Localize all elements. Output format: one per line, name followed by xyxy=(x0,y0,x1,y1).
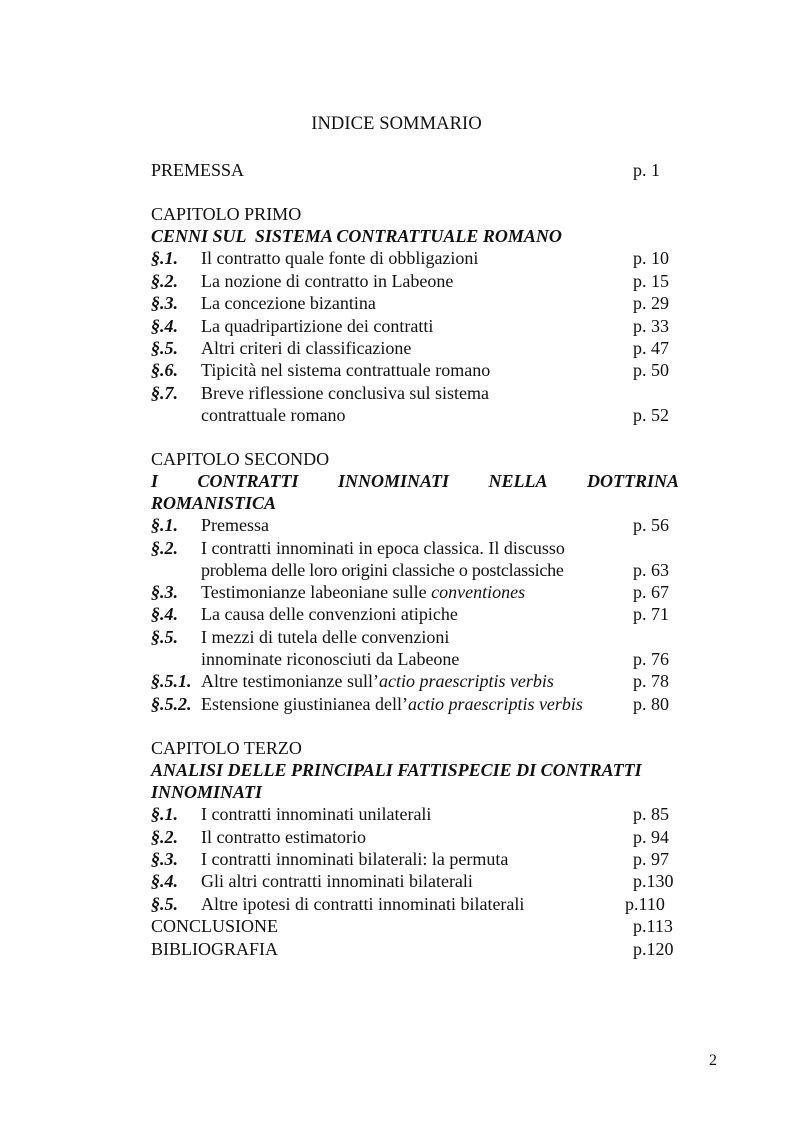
section-title: Altre ipotesi di contratti innominati bilaterali xyxy=(201,894,525,914)
section-number: §.1. xyxy=(151,515,178,535)
section-title-continued: innominate riconosciuti da Labeone xyxy=(201,649,460,669)
section-page: p. 80 xyxy=(633,694,669,714)
chapter-2-subtitle xyxy=(151,470,679,492)
section-title xyxy=(201,693,583,715)
section-number: §.2. xyxy=(151,271,178,291)
toc-entry[interactable] xyxy=(151,826,681,848)
toc-entry[interactable] xyxy=(151,382,681,404)
section-number: §.3. xyxy=(151,582,178,602)
chapter-3-subtitle xyxy=(151,759,681,781)
toc-entry[interactable] xyxy=(151,870,681,892)
chapter-2-subtitle-line2 xyxy=(151,492,681,514)
toc-entry[interactable] xyxy=(151,337,681,359)
section-number: §.3. xyxy=(151,293,178,313)
toc-entry[interactable] xyxy=(151,626,681,648)
section-page: p. 33 xyxy=(633,316,669,336)
section-page: p.110 xyxy=(625,894,665,914)
subtitle-word: DOTTRINA xyxy=(586,471,679,491)
toc-entry[interactable] xyxy=(151,893,681,915)
section-number: §.1. xyxy=(151,248,178,268)
section-number: §.6. xyxy=(151,360,178,380)
section-page: p. 56 xyxy=(633,515,669,535)
section-number: §.2. xyxy=(151,538,178,558)
chapter-1-subtitle-text: CENNI SUL SISTEMA CONTRATTUALE ROMANO xyxy=(151,226,562,246)
section-number: §.2. xyxy=(151,827,178,847)
section-page: p. 76 xyxy=(633,649,669,669)
page-title: INDICE SOMMARIO xyxy=(311,114,482,134)
page-number: 2 xyxy=(709,1052,717,1069)
toc-entry[interactable] xyxy=(151,537,681,559)
section-title: Breve riflessione conclusiva sul sistema xyxy=(201,383,489,403)
section-title-italic: actio praescriptis verbis xyxy=(378,671,554,691)
conclusione-page: p.113 xyxy=(633,916,673,936)
toc-entry[interactable] xyxy=(151,670,681,692)
section-page: p.130 xyxy=(633,871,674,891)
toc-entry[interactable] xyxy=(151,514,681,536)
section-title: I contratti innominati in epoca classica. Il discusso xyxy=(201,538,565,558)
section-title-text: Testimonianze labeoniane sulle xyxy=(201,582,432,602)
section-title: I contratti innominati bilaterali: la permuta xyxy=(201,849,509,869)
section-title xyxy=(201,670,554,692)
section-page: p. 85 xyxy=(633,804,669,824)
subtitle-word: INNOMINATI xyxy=(337,471,449,491)
section-page: p. 15 xyxy=(633,271,669,291)
section-title: La quadripartizione dei contratti xyxy=(201,316,434,336)
section-title-text: Altre testimonianze sull’ xyxy=(201,671,379,691)
chapter-1-subtitle xyxy=(151,225,681,247)
toc-entry[interactable] xyxy=(151,247,681,269)
toc-entry[interactable] xyxy=(151,693,681,715)
section-page: p. 67 xyxy=(633,582,669,602)
toc-entry-continuation[interactable] xyxy=(151,559,681,581)
section-title: La causa delle convenzioni atipiche xyxy=(201,604,458,624)
section-number: §.3. xyxy=(151,849,178,869)
toc-entry[interactable] xyxy=(151,292,681,314)
premessa-row[interactable] xyxy=(151,159,681,181)
toc-entry[interactable] xyxy=(151,315,681,337)
section-page: p. 47 xyxy=(633,338,669,358)
bibliografia-row[interactable] xyxy=(151,938,681,960)
toc-entry[interactable] xyxy=(151,803,681,825)
section-number: §.7. xyxy=(151,383,178,403)
premessa-page: p. 1 xyxy=(633,160,660,180)
section-title: La concezione bizantina xyxy=(201,293,376,313)
chapter-3-heading xyxy=(151,737,681,759)
section-title: Gli altri contratti innominati bilaterali xyxy=(201,871,473,891)
section-page: p. 52 xyxy=(633,405,669,425)
chapter-3-subtitle-line2 xyxy=(151,781,681,803)
section-title-italic: actio praescriptis verbis xyxy=(407,694,583,714)
toc-entry-continuation[interactable] xyxy=(151,648,681,670)
chapter-2-heading-text: CAPITOLO SECONDO xyxy=(151,449,330,469)
section-number: §.5.1. xyxy=(151,671,192,691)
chapter-3-heading-text: CAPITOLO TERZO xyxy=(151,738,302,758)
section-title-text: Estensione giustinianea dell’ xyxy=(201,694,408,714)
toc-entry[interactable] xyxy=(151,359,681,381)
toc-entry[interactable] xyxy=(151,848,681,870)
section-title: Il contratto estimatorio xyxy=(201,827,366,847)
section-number: §.4. xyxy=(151,316,178,336)
conclusione-label: CONCLUSIONE xyxy=(151,916,279,936)
section-number: §.4. xyxy=(151,604,178,624)
bibliografia-page: p.120 xyxy=(633,939,674,959)
subtitle-word: NELLA xyxy=(488,471,548,491)
chapter-3-subtitle-text2: INNOMINATI xyxy=(151,782,263,802)
subtitle-word: CONTRATTI xyxy=(197,471,299,491)
conclusione-row[interactable] xyxy=(151,915,681,937)
section-title-italic: conventiones xyxy=(431,582,526,602)
chapter-2-heading xyxy=(151,448,681,470)
chapter-3-subtitle-text: ANALISI DELLE PRINCIPALI FATTISPECIE DI CONTRATTI xyxy=(151,760,642,780)
section-page: p. 50 xyxy=(633,360,669,380)
section-number: §.5. xyxy=(151,338,178,358)
toc-entry[interactable] xyxy=(151,270,681,292)
section-number: §.5.2. xyxy=(151,694,192,714)
section-number: §.5. xyxy=(151,627,178,647)
section-page: p. 10 xyxy=(633,248,669,268)
section-title xyxy=(201,581,525,603)
section-title: Altri criteri di classificazione xyxy=(201,338,412,358)
section-page: p. 94 xyxy=(633,827,669,847)
chapter-1-heading-text: CAPITOLO PRIMO xyxy=(151,204,302,224)
toc-entry[interactable] xyxy=(151,603,681,625)
section-page: p. 78 xyxy=(633,671,669,691)
section-page: p. 63 xyxy=(633,560,669,580)
section-number: §.4. xyxy=(151,871,178,891)
section-title: I contratti innominati unilaterali xyxy=(201,804,432,824)
section-title: I mezzi di tutela delle convenzioni xyxy=(201,627,450,647)
bibliografia-label: BIBLIOGRAFIA xyxy=(151,939,279,959)
toc-entry-continuation[interactable] xyxy=(151,404,681,426)
section-title: Tipicità nel sistema contrattuale romano xyxy=(201,360,491,380)
section-title: Il contratto quale fonte di obbligazioni xyxy=(201,248,479,268)
section-number: §.1. xyxy=(151,804,178,824)
section-title-continued: contrattuale romano xyxy=(201,405,346,425)
section-title: La nozione di contratto in Labeone xyxy=(201,271,454,291)
chapter-2-subtitle-text2: ROMANISTICA xyxy=(151,493,277,513)
section-number: §.5. xyxy=(151,894,178,914)
section-title: Premessa xyxy=(201,515,269,535)
toc-entry[interactable] xyxy=(151,581,681,603)
chapter-1-heading xyxy=(151,203,681,225)
section-page: p. 97 xyxy=(633,849,669,869)
section-page: p. 71 xyxy=(633,604,669,624)
section-title-continued: problema delle loro origini classiche o postclassiche xyxy=(201,560,564,580)
section-page: p. 29 xyxy=(633,293,669,313)
premessa-label: PREMESSA xyxy=(151,160,245,180)
subtitle-word: I xyxy=(151,471,159,491)
